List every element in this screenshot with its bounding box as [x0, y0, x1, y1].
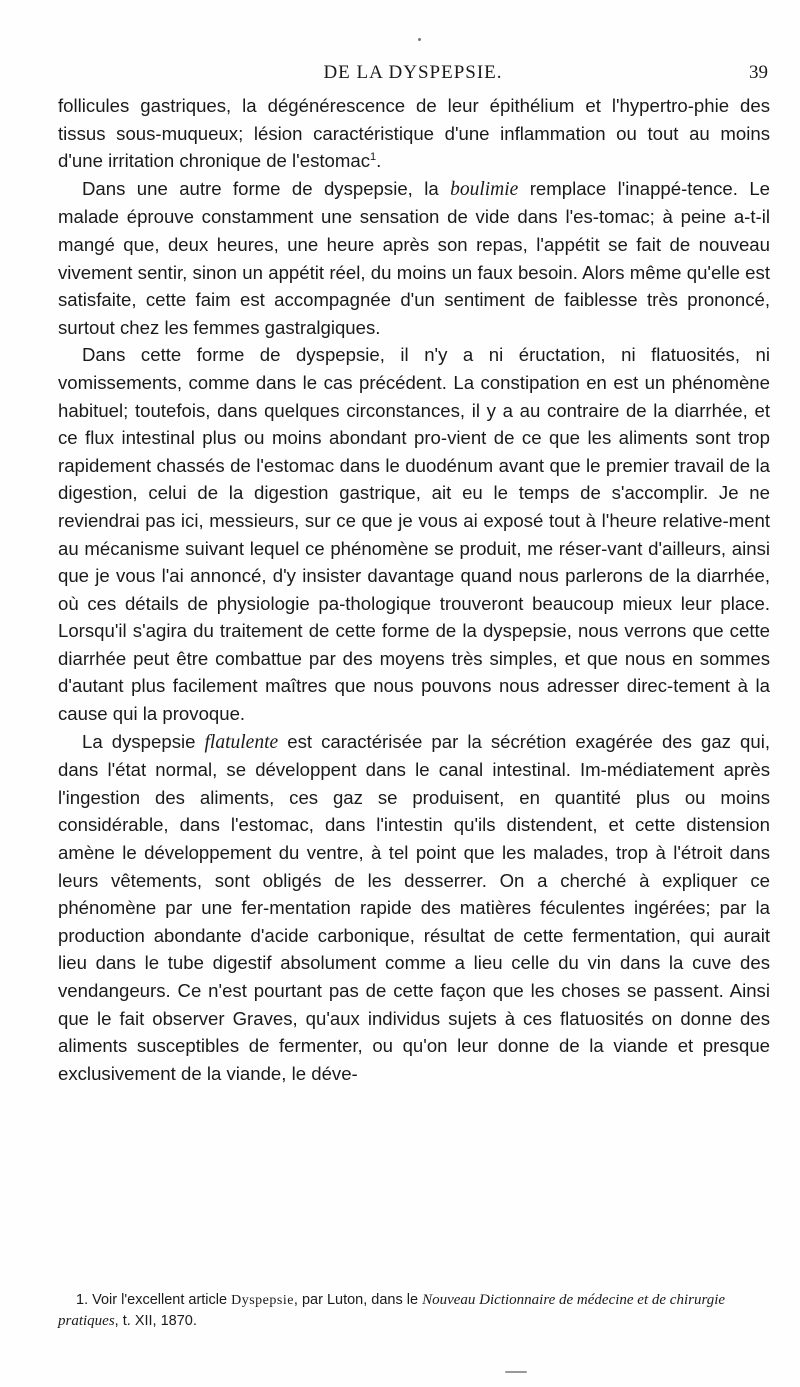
body-text [58, 92, 770, 1087]
chapter-title: DE LA DYSPEPSIE. [323, 62, 503, 83]
text-run: follicules gastriques, la dégénérescence de leur épithélium et l'hypertro-phie des tissus sous-muqueux; lésion caractéristique d'une inflammation ou tout au moins d'une irritation chronique de l'estomac [58, 95, 770, 172]
text-run: remplace l'inappé-tence. Le malade éprouve constamment une sensation de vide dans l'es-tomac; à peine a-t-il mangé que, deux heures, une heure après son repas, l'appétit se fait de nouveau vivement sentir, sinon un appétit réel, du moins un faux besoin. Alors même qu'elle est satisfaite, cette faim est accompagnée d'un sentiment de faiblesse très prononcé, surtout chez les femmes gastralgiques. [58, 177, 770, 338]
paragraph [58, 341, 770, 727]
text-run: . [376, 150, 382, 172]
page-number: 39 [749, 62, 768, 83]
footnote-text-end: , t. XII, 1870. [114, 1313, 197, 1329]
paragraph [58, 175, 770, 342]
text-run: La dyspepsie [82, 730, 205, 752]
scan-speck [505, 1371, 527, 1373]
footnote [58, 1290, 770, 1332]
footnote-text-start: Voir l'excellent article [88, 1292, 232, 1308]
footnote-dictionary-title: Nouveau Dictionnaire de médecine et de chirurgie pratiques [58, 1292, 726, 1329]
text-run: est caractérisée par la sécrétion exagérée des gaz qui, dans l'état normal, se développent dans le canal intestinal. Im-médiatement après l'ingestion des aliments, ces gaz se produisent, en quantité plus ou moins considérable, dans l'estomac, dans l'intestin qu'ils distendent, et cette distension amène le développement du ventre, à tel point que les malades, trop à l'étroit dans leurs vêtements, sont obligés de les desserrer. On a cherché à expliquer ce phénomène par une fer-mentation rapide des matières féculentes ingérées; par la production abondante d'acide carbonique, résultat de cette fermentation, qui aurait lieu dans le tube digestif absolument comme a lieu celle du vin dans la cuve des vendangeurs. Ce n'est pourtant pas de cette façon que les choses se passent. Ainsi que le fait observer Graves, qu'aux individus sujets à ces flatuosités on donne des aliments susceptibles de fermenter, ou qu'on leur donne de la viande et presque exclusivement de la viande, le déve- [58, 730, 770, 1084]
paragraph [58, 728, 770, 1088]
text-run: Dans cette forme de dyspepsie, il n'y a ni éructation, ni flatuosités, ni vomissements, comme dans le cas précédent. La constipation en est un phénomène habituel; toutefois, dans quelques circonstances, il y a au contraire de la diarrhée, et ce flux intestinal plus ou moins abondant pro-vient de ce que les aliments sont trop rapidement chassés de l'estomac dans le duodénum avant que le premier travail de la digestion, celui de la digestion gastrique, ait eu le temps de s'accomplir. Je ne reviendrai pas ici, messieurs, sur ce que je vous ai exposé tout à l'heure relative-ment au mécanisme suivant lequel ce phénomène se produit, me réser-vant d'ailleurs, ainsi que je vous l'ai annoncé, d'y insister davantage quand nous parlerons de la diarrhée, où ces détails de physiologie pa-thologique trouveront beaucoup mieux leur place. Lorsqu'il s'agira du traitement de cette forme de la dyspepsie, nous verrons que cette diarrhée peut être combattue par des moyens très simples, et que nous en sommes d'autant plus facilement maîtres que nous pouvons nous adresser direc-tement à la cause qui la provoque. [58, 344, 770, 725]
footnote-text-middle: , par Luton, dans le [293, 1292, 423, 1308]
text-run: Dans une autre forme de dyspepsie, la [82, 177, 451, 199]
footnote-number: 1. [76, 1292, 89, 1308]
paragraph [58, 92, 770, 175]
scan-speck [418, 38, 421, 41]
footnote-marker: 1 [370, 151, 377, 163]
italic-term: flatulente [204, 731, 279, 753]
running-header [58, 62, 768, 86]
italic-term: boulimie [450, 178, 519, 200]
footnote-article-title: Dyspepsie [231, 1293, 294, 1308]
